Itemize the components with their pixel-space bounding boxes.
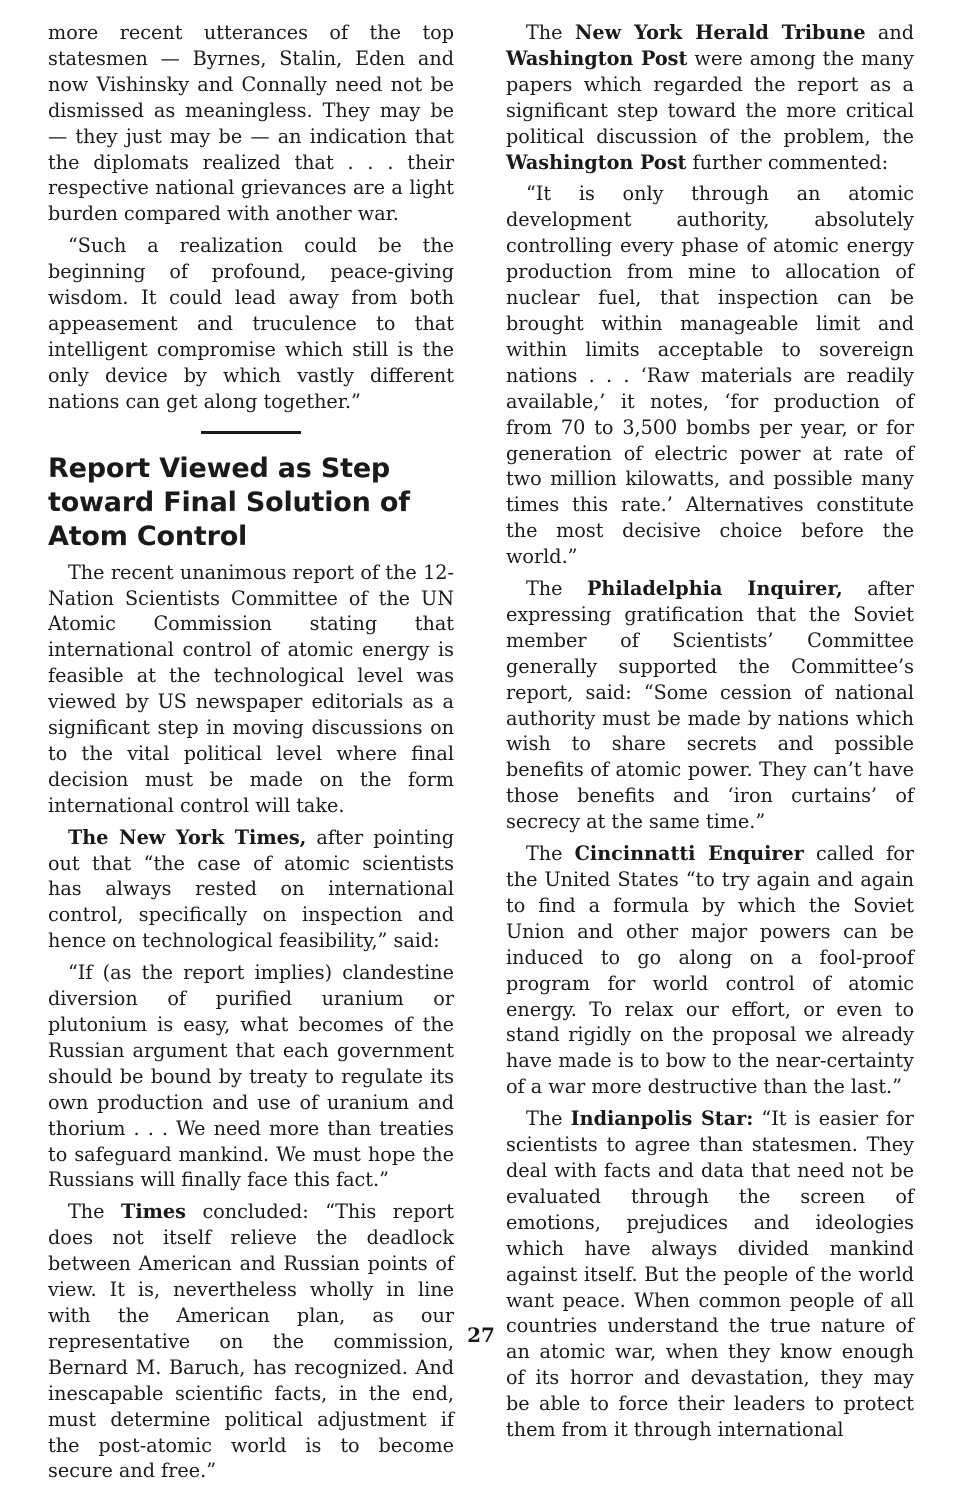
paragraph-text: The [526,842,575,866]
paragraph [506,576,914,835]
newspaper-name: Cincinnatti Enquirer [574,842,804,866]
newspaper-name: Indianpolis Star: [570,1107,754,1131]
paragraph: “It is only through an atomic development authority, absolutely controlling every phase of atomic energy production from mine to allocation of nuclear fuel, that inspection can be brought within manageable limit and within limits acceptable to sovereign nations . . . ‘Raw materials are readily available,’ it notes, ‘for production of from 70 to 3,500 bombs per year, or for generation of electric power at rate of two million kilowatts, and possible many times this rate.’ Alternatives constitute the most decisive choice before the world.” [506,182,914,569]
newspaper-name: New York Herald Tribune [574,21,866,44]
paragraph-text: The [526,1107,571,1131]
newspaper-name: Times [121,1200,186,1224]
paragraph [506,20,914,175]
page-number: 27 [467,1323,495,1347]
paragraph-text: The [526,21,575,44]
paragraph-text: “It is easier for scientists to agree than statesmen. They deal with facts and data that need not be evaluated through the screen of emotions, prejudices and ideologies which have always divided mankind against itself. But the people of the world want peace. When common people of all countries understand the true nature of an atomic war, when they know enough of its horror and devastation, they may be able to force their leaders to protect them from it through international [506,1107,914,1442]
paragraph-text: were among the many papers which regarded the report as a significant step toward the more critical political discussion of the problem, the [506,46,914,148]
newspaper-name: Washington Post [506,150,687,174]
left-column [48,20,454,1490]
paragraph-text: after expressing gratification that the Soviet member of Scientists’ Committee generally supported the Committee’s report, said: “Some cession of national authority must be made by nations which wish to share secrets and possible benefits of atomic power. They can’t have those benefits and ‘iron curtains’ of secrecy at the same time.” [506,577,914,834]
paragraph-text: The [526,577,587,601]
paragraph: “If (as the report implies) clandestine diversion of purified uranium or plutonium is easy, what becomes of the Russian argument that each government should be bound by treaty to regulate its own production and use of uranium and thorium . . . We need more than treaties to safeguard mankind. We must hope the Russians will finally face this fact.” [48,961,454,1192]
article-headline: Report Viewed as Step toward Final Solution of Atom Control [48,452,410,552]
newspaper-name: Philadelphia Inquirer, [586,577,843,601]
paragraph-text: The [68,1200,122,1224]
right-column [506,20,914,1449]
paragraph-text: called for the United States “to try again and again to find a formula by which the Soviet Union and other major powers can be induced to go along on a fool-proof program for world control of atomic energy. To relax our effort, or even to stand rigidly on the proposal we already have made is to bow to the near-certainty of a war more destructive than the last.” [506,842,914,1099]
paragraph-text: after pointing out that “the case of atomic scientists has always rested on international control, specifically on inspection and hence on technological feasibility,” said: [48,825,455,953]
paragraph [48,825,454,955]
paragraph [506,1106,914,1443]
section-divider [201,431,301,434]
paragraph: more recent utterances of the top statesmen — Byrnes, Stalin, Eden and now Vishinsky and Connally need not be dismissed as meaningless. They may be — they just may be — an indication that the diplomats realized that . . . their respective national grievances are a light burden compared with another war. [48,21,454,226]
paragraph-text: further commented: [686,150,889,174]
paragraph: “Such a realization could be the beginning of profound, peace-giving wisdom. It could lead away from both appeasement and truculence to that intelligent compromise which still is the only device by which vastly different nations can get along together.” [48,234,454,413]
paragraph: The recent unanimous report of the 12-Nation Scientists Committee of the UN Atomic Commission stating that international control of atomic energy is feasible at the technological level was viewed by US newspaper editorials as a significant step in moving discussions on to the vital political level where final decision must be made on the form international control will take. [48,560,454,817]
paragraph-text: and [865,21,914,44]
paragraph [506,841,914,1100]
paragraph-text: concluded: “This report does not itself relieve the deadlock between American and Russian points of view. It is, nevertheless wholly in line with the American plan, as our representative on the commission, Bernard M. Baruch, has recognized. And inescapable scientific facts, in the end, must determine political adjustment if the post-atomic world is to become secure and free.” [48,1200,454,1483]
newspaper-name: The New York Times, [68,825,307,849]
newspaper-name: Washington Post [506,46,688,70]
